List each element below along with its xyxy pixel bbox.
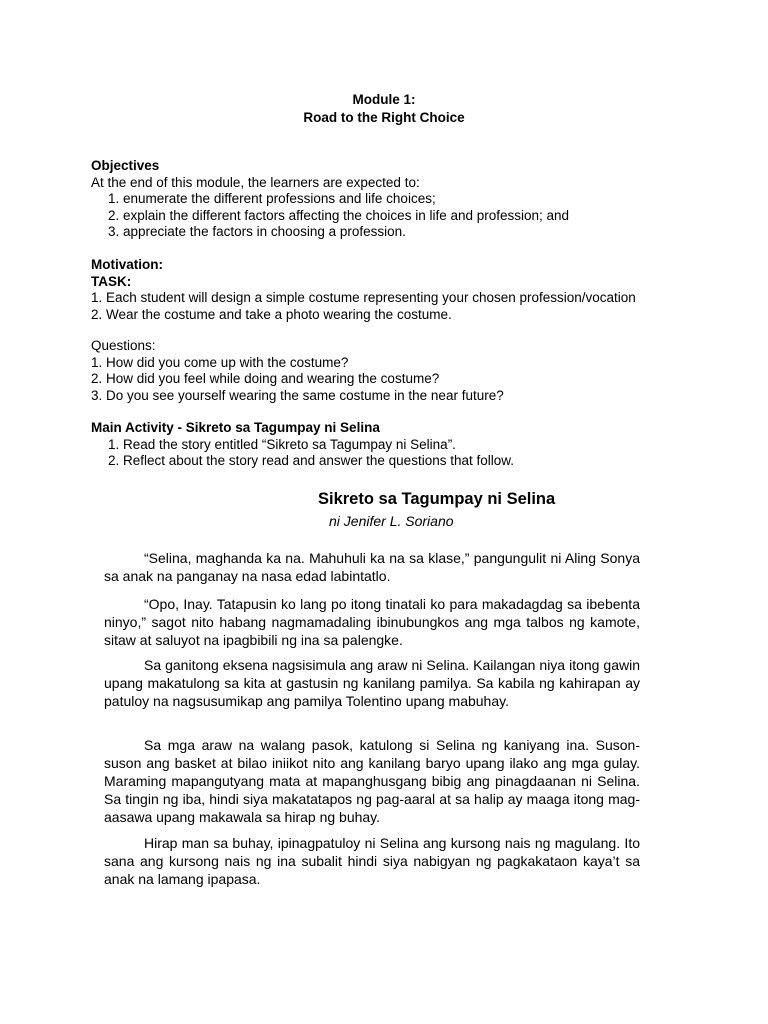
question-item: 2. How did you feel while doing and wearing the costume? (91, 371, 440, 386)
question-item: 3. Do you see yourself wearing the same costume in the near future? (91, 387, 504, 403)
module-header (0, 92, 768, 126)
motivation-heading: Motivation: (91, 257, 163, 272)
task-item: 2. Wear the costume and take a photo wearing the costume. (91, 306, 452, 322)
objective-item: 2. explain the different factors affecting the choices in life and profession; and (108, 207, 570, 223)
module-title: Road to the Right Choice (303, 109, 465, 125)
story-paragraph: Hirap man sa buhay, ipinagpatuloy ni Selina ang kursong nais ng magulang. Ito sana ang kursong nais ng ina subalit hindi siya nabigyan ng pagkakataon kaya’t sa anak na lamang ipapasa. (104, 835, 640, 887)
task-heading: TASK: (91, 273, 132, 289)
story-paragraph: Sa mga araw na walang pasok, katulong si Selina ng kaniyang ina. Suson-suson ang basket at bilao iniikot nito ang kanilang baryo upang ilako ang mga gulay. Maraming mapangutyang mata at mapanghusgang bibig ang pinagdaanan ni Selina. Sa tingin ng iba, hindi siya makatatapos ng pag-aaral at sa halip ay maaga itong mag-aasawa upang makawala sa hirap ng buhay. (104, 737, 640, 825)
activity-item: 2. Reflect about the story read and answer the questions that follow. (108, 453, 514, 468)
main-activity-heading: Main Activity - Sikreto sa Tagumpay ni Selina (91, 420, 380, 435)
question-item: 1. How did you come up with the costume? (91, 354, 349, 370)
story-paragraph: Sa ganitong eksena nagsisimula ang araw ni Selina. Kailangan niya itong gawin upang makatulong sa kita at gastusin ng kanilang pamilya. Sa kabila ng kahirapan ay patuloy na nagsusumikap ang pamilya Tolentino upang mabuhay. (104, 657, 640, 709)
objective-item: 3. appreciate the factors in choosing a profession. (108, 224, 406, 239)
task-item: 1. Each student will design a simple costume representing your chosen profession/vocation (91, 290, 636, 305)
story-paragraph: “Opo, Inay. Tatapusin ko lang po itong tinatali ko para makadagdag sa ibebenta ninyo,” sagot nito habang nagmamadaling ibinubungkos ang mga talbos ng kamote, sitaw at saluyot na ipagbibili ng ina sa palengke. (104, 596, 640, 648)
story-paragraph: “Selina, maghanda ka na. Mahuhuli ka na sa klase,” pangungulit ni Aling Sonya sa anak na panganay na nasa edad labintatlo. (104, 550, 640, 584)
questions-section (91, 338, 691, 404)
questions-heading: Questions: (91, 338, 156, 353)
objectives-section (91, 158, 691, 241)
activity-item: 1. Read the story entitled “Sikreto sa Tagumpay ni Selina”. (108, 436, 456, 452)
objective-item: 1. enumerate the different professions and life choices; (108, 191, 436, 206)
story-title: Sikreto sa Tagumpay ni Selina (318, 490, 556, 508)
objectives-heading: Objectives (91, 158, 160, 173)
story-author: ni Jenifer L. Soriano (329, 513, 454, 529)
objectives-intro: At the end of this module, the learners are expected to: (91, 174, 420, 190)
module-number: Module 1: (352, 92, 416, 107)
motivation-section (91, 257, 691, 323)
main-activity-section (91, 420, 691, 470)
